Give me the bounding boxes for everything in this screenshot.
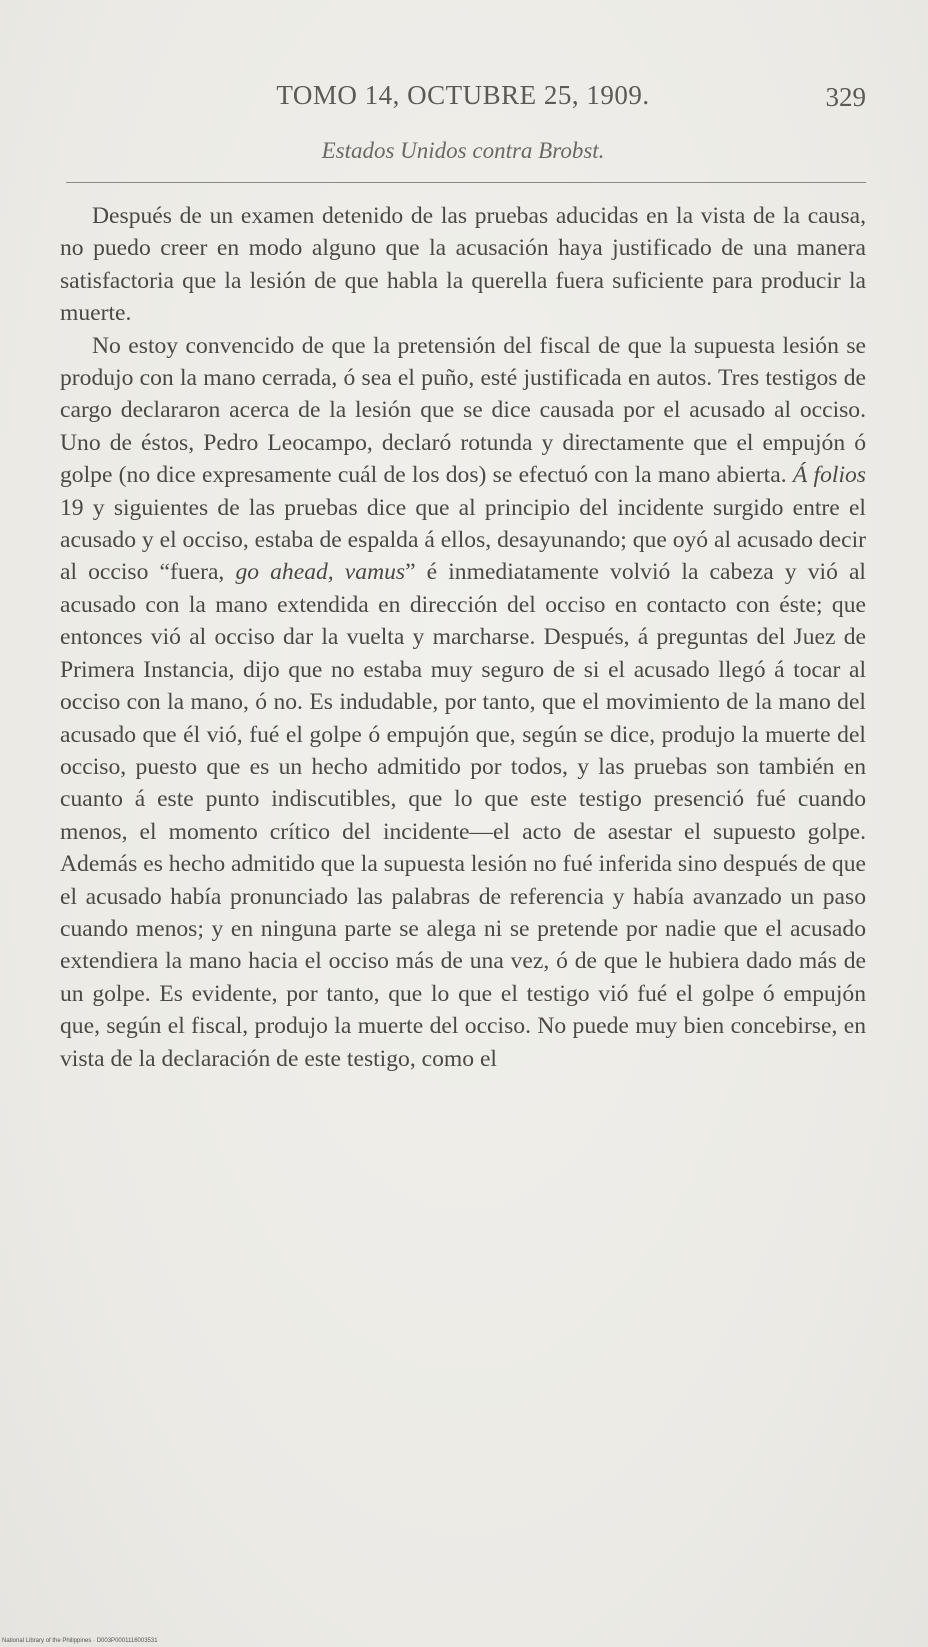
header-title: TOMO 14, OCTUBRE 25, 1909. <box>276 80 650 110</box>
footer-credit: National Library of the Philippines · D003P0001116003531 <box>2 1638 158 1644</box>
paragraph-2-part-1: No estoy convencido de que la pretensión del fiscal de que la supuesta lesión se produjo con la mano cerrada, ó sea el puño, esté justificada en autos. Tres testigos de cargo declararon acerca de la lesión que se dice causada por el acusado al occiso. Uno de éstos, Pedro Leocampo, declaró rotunda y directamente que el empujón ó golpe (no dice expresamente cuál de los dos) se efectuó con la mano abierta. <box>60 332 866 489</box>
paragraph-2-part-3: ” é inmediatamente volvió la cabeza y vió al acusado con la mano extendida en dirección del occiso en contacto con éste; que entonces vió al occiso dar la vuelta y marcharse. Después, á preguntas del Juez de Primera Instancia, dijo que no estaba muy seguro de si el acusado llegó á tocar al occiso con la mano, ó no. Es indudable, por tanto, que el movimiento de la mano del acusado que él vió, fué el golpe ó empujón que, según se dice, produjo la muerte del occiso, puesto que es un hecho admitido por todos, y las pruebas son también en cuanto á este punto indiscutibles, que lo que este testigo presenció fué cuando menos, el momento crítico del incidente—el acto de asestar el supuesto golpe. Además es hecho admitido que la supuesta lesión no fué inferida sino después de que el acusado había pronunciado las palabras de referencia y había avanzado un paso cuando menos; y en ninguna parte se alega ni se pretende por nadie que el acusado extendiera la mano hacia el occiso más de una vez, ó de que le hubiera dado más de un golpe. Es evidente, por tanto, que lo que el testigo vió fué el golpe ó empujón que, según el fiscal, produjo la muerte del occiso. No puede muy bien concebirse, en vista de la declaración de este testigo, como el <box>60 559 866 1072</box>
paragraph-2 <box>60 330 866 1075</box>
header-rule <box>66 182 866 183</box>
page-header <box>60 80 866 120</box>
running-title: Estados Unidos contra Brobst. <box>321 138 605 163</box>
paragraph-2-italic-quote: go ahead, vamus <box>235 559 406 586</box>
body-text <box>60 200 866 1075</box>
paragraph-1: Después de un examen detenido de las pruebas aducidas en la vista de la causa, no puedo creer en modo alguno que la acusación haya justificado de una manera satisfactoria que la lesión de que habla la querella fuera suficiente para producir la muerte. <box>60 203 866 327</box>
page-number: 329 <box>825 82 866 112</box>
paragraph-2-part-2: 19 y siguientes de las pruebas dice que al principio del incidente surgido entre el acusado y el occiso, estaba de espalda á ellos, desayunando; que oyó al acusado decir al occiso “fuera, <box>60 494 866 586</box>
paragraph-2-italic-citation: Á folios <box>792 462 866 489</box>
